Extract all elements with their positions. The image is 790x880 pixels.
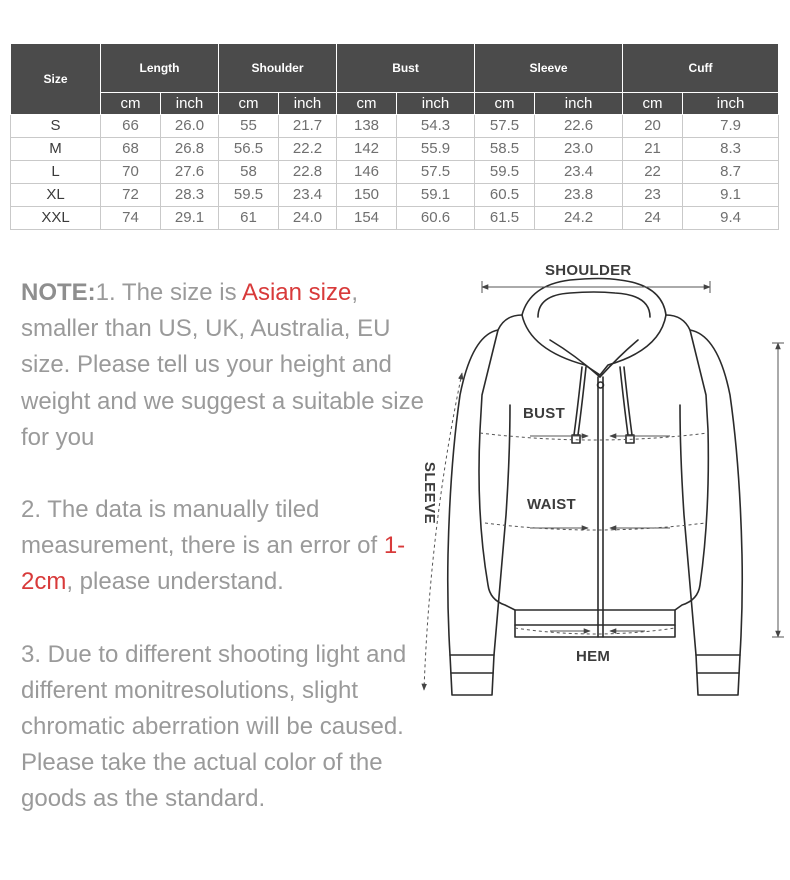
note-1-highlight: Asian size — [241, 279, 352, 306]
size-notes — [21, 275, 441, 854]
size-value-cell: XXL — [11, 207, 101, 230]
measurement-cell: 56.5 — [219, 138, 279, 161]
measurement-cell: 20 — [623, 115, 683, 138]
measurement-cell: 24.2 — [535, 207, 623, 230]
unit-cell: cm — [101, 93, 161, 115]
unit-cell: cm — [337, 93, 397, 115]
hoodie-measurement-diagram — [410, 255, 790, 710]
measurement-cell: 59.5 — [219, 184, 279, 207]
bust-label: BUST — [523, 405, 566, 422]
note-1 — [21, 275, 441, 456]
size-value-cell: XL — [11, 184, 101, 207]
table-row — [11, 115, 779, 138]
size-value-cell: L — [11, 161, 101, 184]
table-row — [11, 184, 779, 207]
table-header-row — [11, 44, 779, 93]
measurement-cell: 28.3 — [161, 184, 219, 207]
measurement-cell: 21.7 — [279, 115, 337, 138]
note-2 — [21, 492, 441, 601]
measurement-cell: 70 — [101, 161, 161, 184]
unit-cell: inch — [535, 93, 623, 115]
measurement-cell: 59.5 — [475, 161, 535, 184]
measurement-cell: 9.4 — [683, 207, 779, 230]
note-1-text-a: 1. The size is — [95, 279, 242, 306]
measurement-cell: 154 — [337, 207, 397, 230]
unit-cell: cm — [623, 93, 683, 115]
measurement-cell: 55 — [219, 115, 279, 138]
shoulder-label: SHOULDER — [545, 262, 632, 279]
measurement-cell: 21 — [623, 138, 683, 161]
measurement-cell: 54.3 — [397, 115, 475, 138]
measurement-cell: 23.0 — [535, 138, 623, 161]
size-chart-table — [10, 43, 779, 230]
measurement-cell: 23.4 — [535, 161, 623, 184]
unit-cell: inch — [161, 93, 219, 115]
note-3: 3. Due to different shooting light and different monitresolutions, slight chromatic aberration will be caused. Please take the actual color of the goods as the standard. — [21, 640, 407, 813]
size-value-cell: S — [11, 115, 101, 138]
measurement-cell: 26.8 — [161, 138, 219, 161]
shoulder-header: Shoulder — [219, 44, 337, 93]
measurement-cell: 23.4 — [279, 184, 337, 207]
measurement-cell: 150 — [337, 184, 397, 207]
measurement-cell: 23 — [623, 184, 683, 207]
length-header: Length — [101, 44, 219, 93]
measurement-cell: 7.9 — [683, 115, 779, 138]
measurement-cell: 29.1 — [161, 207, 219, 230]
measurement-cell: 22.6 — [535, 115, 623, 138]
unit-cell: inch — [397, 93, 475, 115]
note-label: NOTE: — [21, 279, 96, 306]
measurement-cell: 57.5 — [397, 161, 475, 184]
measurement-cell: 60.6 — [397, 207, 475, 230]
measurement-cell: 22.8 — [279, 161, 337, 184]
measurement-cell: 60.5 — [475, 184, 535, 207]
measurement-cell: 61 — [219, 207, 279, 230]
measurement-cell: 72 — [101, 184, 161, 207]
measurement-cell: 22 — [623, 161, 683, 184]
measurement-cell: 24 — [623, 207, 683, 230]
note-2-highlight: 1-2cm — [21, 532, 406, 596]
measurement-cell: 26.0 — [161, 115, 219, 138]
size-header: Size — [11, 44, 101, 115]
measurement-cell: 57.5 — [475, 115, 535, 138]
measurement-cell: 61.5 — [475, 207, 535, 230]
unit-cell: cm — [219, 93, 279, 115]
measurement-cell: 9.1 — [683, 184, 779, 207]
measurement-cell: 24.0 — [279, 207, 337, 230]
measurement-cell: 55.9 — [397, 138, 475, 161]
measurement-cell: 59.1 — [397, 184, 475, 207]
waist-label: WAIST — [527, 496, 576, 513]
cuff-header: Cuff — [623, 44, 779, 93]
table-unit-row — [11, 93, 779, 115]
unit-cell: inch — [279, 93, 337, 115]
table-row — [11, 207, 779, 230]
measurement-cell: 68 — [101, 138, 161, 161]
note-1-text-b: , smaller than US, UK, Australia, EU size. Please tell us your height and weight and we suggest a suitable size for you — [21, 279, 424, 451]
measurement-cell: 66 — [101, 115, 161, 138]
sleeve-label: SLEEVE — [421, 461, 438, 525]
measurement-cell: 8.3 — [683, 138, 779, 161]
unit-cell: inch — [683, 93, 779, 115]
unit-cell: cm — [475, 93, 535, 115]
table-row — [11, 138, 779, 161]
measurement-cell: 58.5 — [475, 138, 535, 161]
note-2-text-b: , please understand. — [66, 568, 284, 596]
hoodie-illustration — [410, 255, 790, 710]
measurement-cell: 58 — [219, 161, 279, 184]
hem-label: HEM — [576, 648, 611, 665]
measurement-cell: 74 — [101, 207, 161, 230]
measurement-cell: 8.7 — [683, 161, 779, 184]
bust-header: Bust — [337, 44, 475, 93]
measurement-cell: 23.8 — [535, 184, 623, 207]
measurement-cell: 27.6 — [161, 161, 219, 184]
note-2-text-a: 2. The data is manually tiled measurement, there is an error of — [21, 496, 384, 560]
measurement-cell: 22.2 — [279, 138, 337, 161]
measurement-cell: 142 — [337, 138, 397, 161]
table-row — [11, 161, 779, 184]
sleeve-header: Sleeve — [475, 44, 623, 93]
size-value-cell: M — [11, 138, 101, 161]
measurement-cell: 146 — [337, 161, 397, 184]
measurement-cell: 138 — [337, 115, 397, 138]
